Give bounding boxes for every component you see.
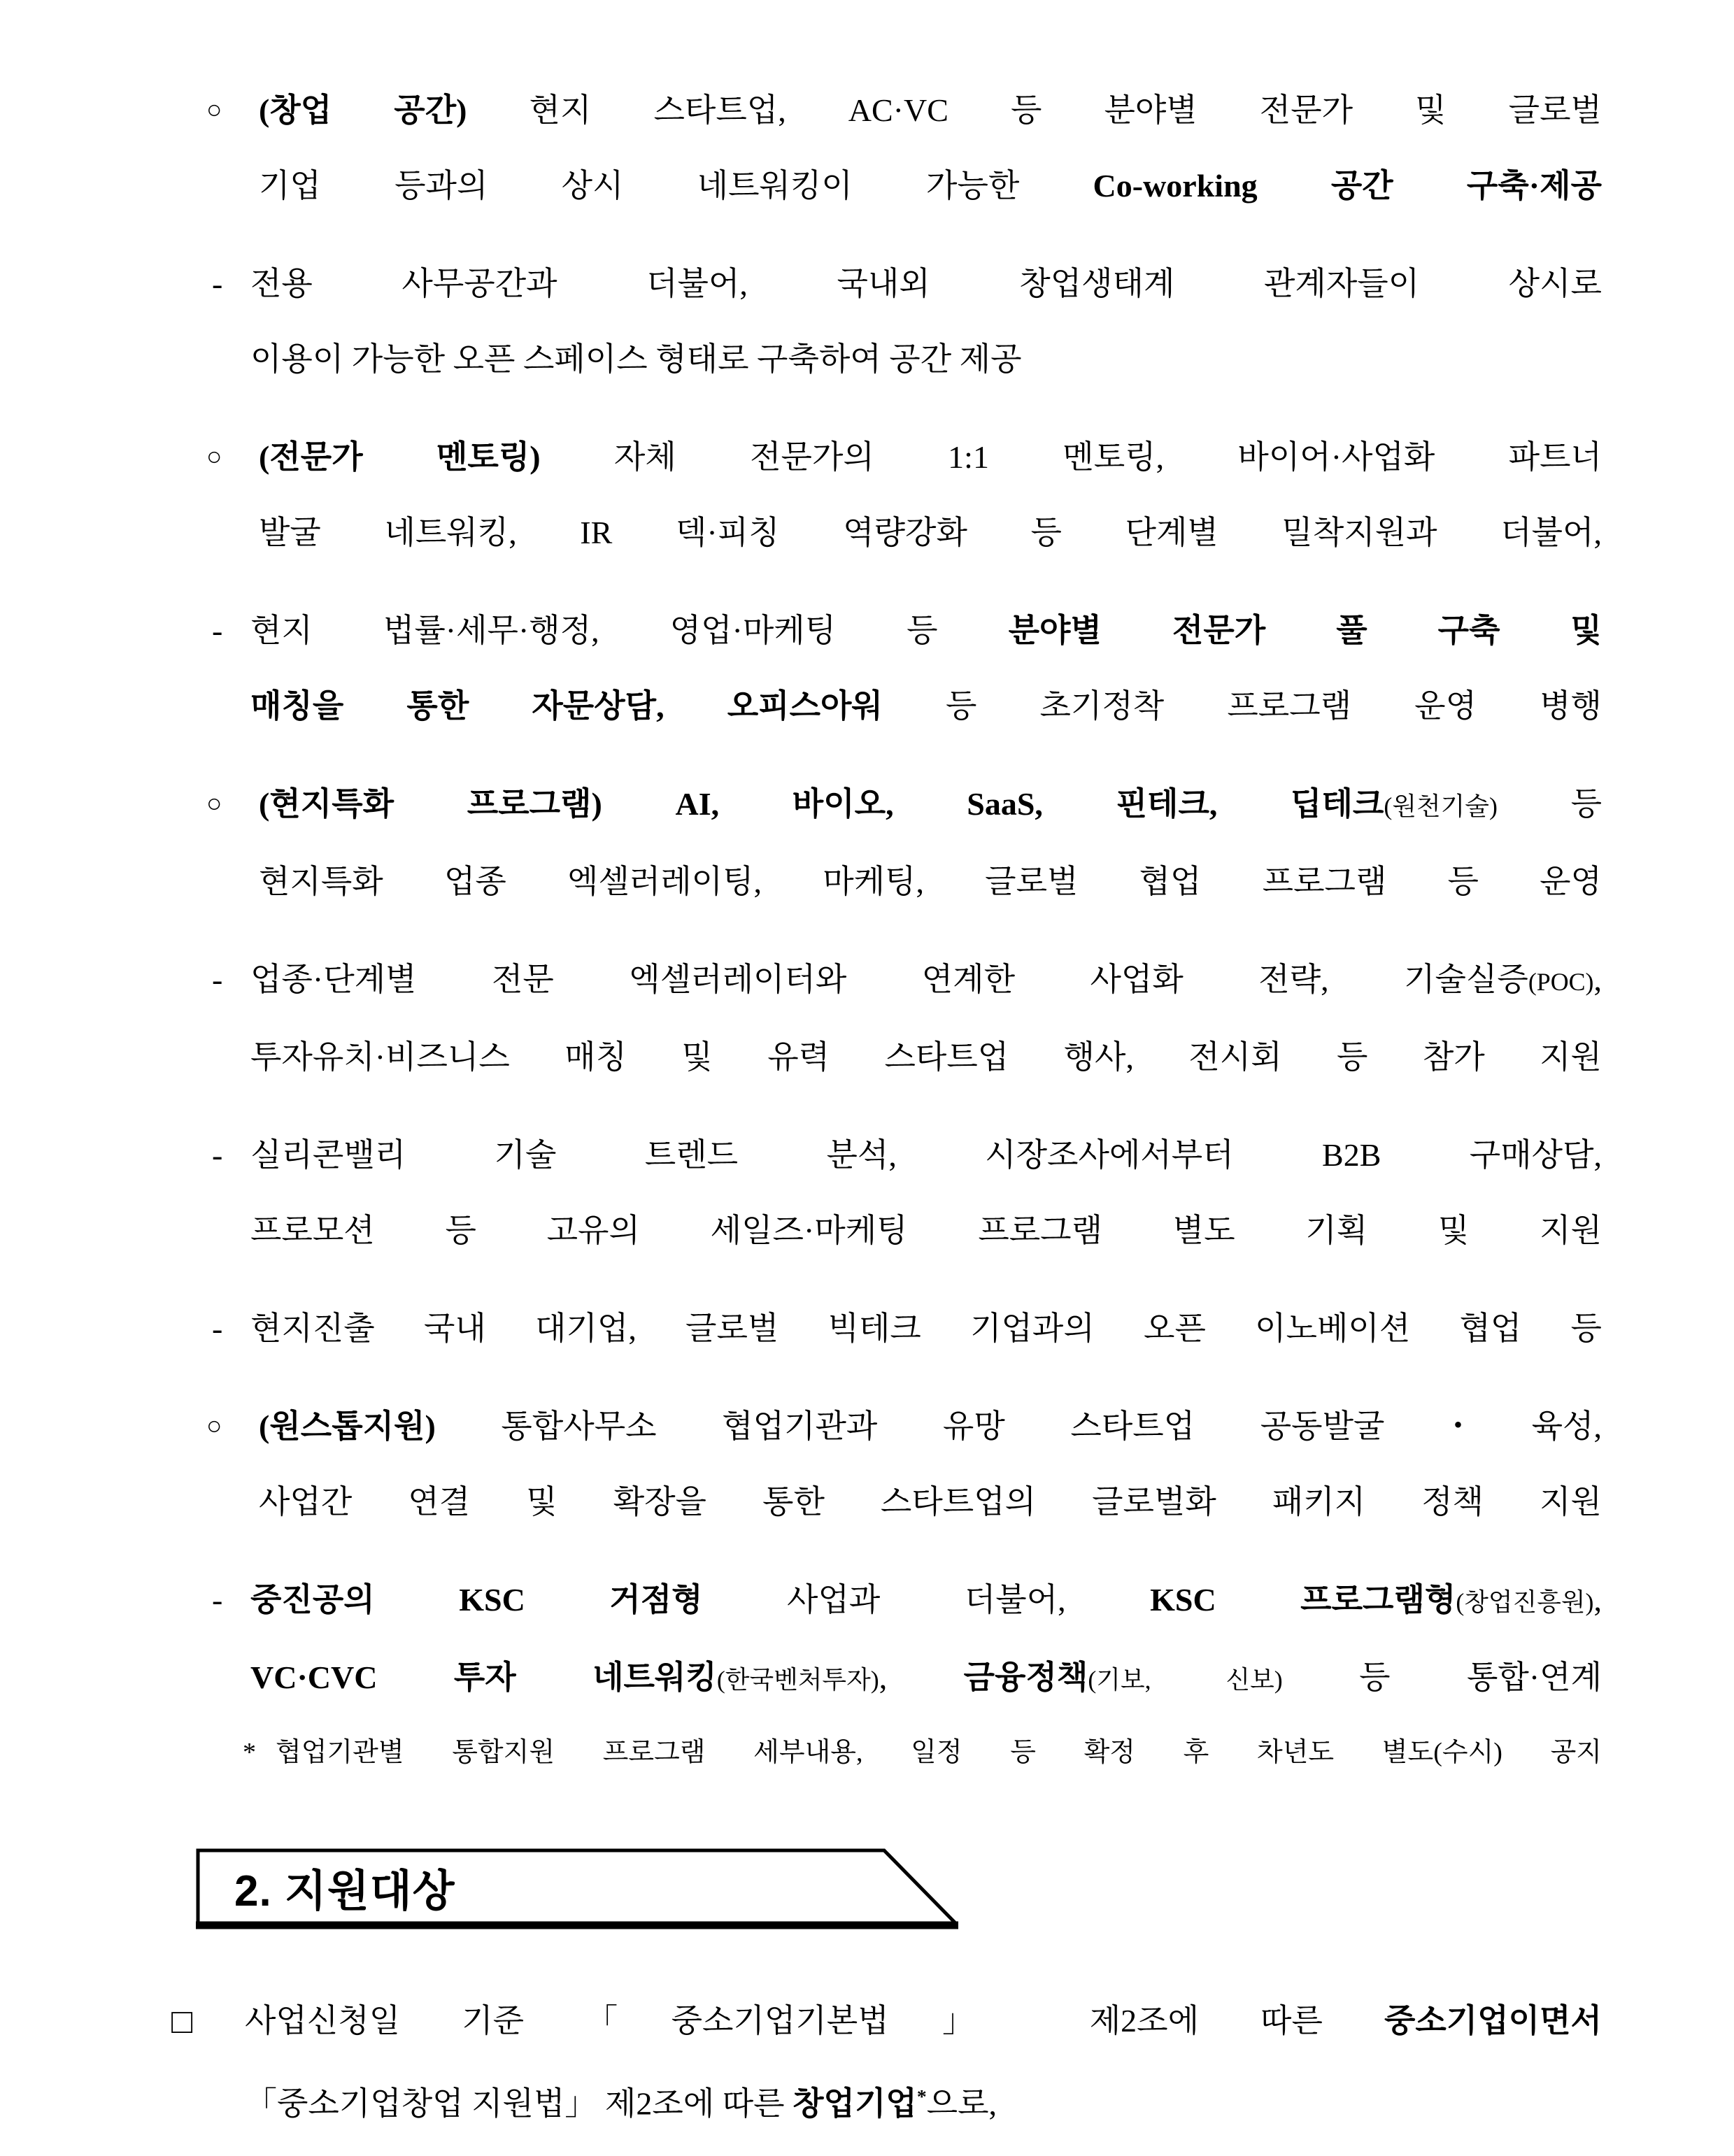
text-segment: 등 통합·연계	[1282, 1659, 1602, 1695]
text-segment: 프로모션 등 고유의 세일즈·마케팅 프로그램 별도 기획 및 지원	[250, 1213, 1602, 1248]
circle-bullet: ○	[206, 790, 222, 818]
section-2-title: 2. 지원대상	[234, 1866, 455, 1915]
text-segment: 자체 전문가의 1:1 멘토링, 바이어·사업화 파트너	[540, 439, 1602, 475]
text-line	[250, 1193, 1602, 1269]
text-segment: (현지특화 프로그램)	[259, 786, 602, 822]
paragraph-dedicated-office	[212, 246, 1602, 397]
text-segment: 등	[1497, 786, 1602, 822]
text-segment: Co-working 공간 구축·제공	[1093, 168, 1602, 204]
text-segment: 중소기업이면서	[1384, 2003, 1602, 2039]
text-segment: 중진공의 KSC 거점형	[250, 1582, 703, 1618]
text-segment: 기업 등과의 상시 네트워킹이 가능한	[259, 168, 1093, 204]
text-segment: (한국벤처투자)	[716, 1666, 879, 1694]
paragraph-eligibility	[171, 1983, 1602, 2141]
paragraph-localized-program	[206, 766, 1602, 920]
paragraph-startup-space	[206, 73, 1602, 224]
text-segment: 투자유치·비즈니스 매칭 및 유력 스타트업 행사, 전시회 등 참가 지원	[250, 1039, 1602, 1075]
text-segment: (원천기술)	[1384, 792, 1498, 820]
text-segment: (전문가 멘토링)	[259, 439, 541, 475]
footnote-text: 협업기관별 통합지원 프로그램 세부내용, 일정 등 확정 후 차년도 별도(수시) 공지	[276, 1738, 1602, 1767]
text-line	[250, 1020, 1602, 1095]
paragraph-list	[206, 73, 1602, 1718]
text-line	[259, 495, 1602, 571]
text-line	[250, 593, 1602, 669]
paragraph-expert-mentoring	[206, 420, 1602, 571]
text-segment: 실리콘밸리 기술 트렌드 분석, 시장조사에서부터 B2B 구매상담,	[250, 1137, 1602, 1173]
text-line	[250, 942, 1602, 1020]
text-segment: 사업간 연결 및 확장을 통한 스타트업의 글로벌화 패키지 정책 지원	[259, 1484, 1602, 1520]
text-segment: (POC)	[1528, 968, 1594, 996]
text-segment: 통합사무소 협업기관과 유망 스타트업 공동발굴・육성,	[435, 1408, 1602, 1444]
text-line	[245, 1983, 1602, 2059]
text-segment: 「중소기업창업 지원법」 제2조에 따른	[245, 2085, 793, 2122]
text-line	[250, 1118, 1602, 1193]
paragraph-open-innovation	[212, 1291, 1602, 1366]
text-line	[259, 844, 1602, 920]
text-line	[259, 1464, 1602, 1540]
dash-bullet: -	[212, 613, 223, 648]
paragraph-silicon-valley	[212, 1118, 1602, 1269]
text-segment: AI, 바이오, SaaS, 핀테크, 딥테크	[675, 786, 1384, 822]
text-line	[250, 246, 1602, 322]
text-line	[259, 766, 1602, 844]
text-segment: (원스톱지원)	[259, 1408, 436, 1444]
text-segment: 현지특화 업종 엑셀러레이팅, 마케팅, 글로벌 협업 프로그램 등 운영	[259, 864, 1602, 899]
paragraph-local-experts-pool	[212, 593, 1602, 744]
text-line	[250, 1562, 1602, 1640]
section-2-header	[196, 1848, 958, 1929]
text-segment: 현지진출 국내 대기업, 글로벌 빅테크 기업과의 오픈 이노베이션 협업 등	[250, 1311, 1602, 1346]
text-segment: 사업과 더불어,	[702, 1582, 1151, 1618]
text-segment: KSC 프로그램형	[1150, 1582, 1456, 1618]
dash-bullet: -	[212, 1311, 223, 1346]
text-line	[259, 420, 1602, 495]
circle-bullet: ○	[206, 1412, 222, 1441]
text-segment	[602, 786, 676, 822]
text-segment: 현지 스타트업, AC·VC 등 분야별 전문가 및 글로벌	[467, 92, 1602, 128]
text-segment: 업종·단계별 전문 엑셀러레이터와 연계한 사업화 전략, 기술실증	[250, 962, 1528, 997]
text-line	[250, 1291, 1602, 1366]
text-line	[259, 148, 1602, 224]
text-segment: ,	[879, 1659, 964, 1695]
circle-bullet: ○	[206, 443, 222, 471]
paragraph-ksc-programs	[212, 1562, 1602, 1718]
text-segment: 금융정책	[963, 1659, 1088, 1695]
text-segment: (창업진흥원)	[1456, 1588, 1594, 1616]
dash-bullet: -	[212, 1582, 223, 1618]
text-segment: 등 초기정착 프로그램 운영 병행	[882, 688, 1602, 724]
dash-bullet: -	[212, 962, 223, 997]
text-segment: ,	[1593, 1582, 1602, 1618]
text-segment: VC·CVC 투자 네트워킹	[250, 1659, 717, 1695]
text-segment: 전용 사무공간과 더불어, 국내외 창업생태계 관계자들이 상시로	[250, 266, 1602, 301]
text-line	[259, 73, 1602, 148]
text-segment: 이용이 가능한 오픈 스페이스 형태로 구축하여 공간 제공	[250, 341, 1022, 377]
circle-bullet: ○	[206, 96, 222, 124]
text-line	[250, 1640, 1602, 1718]
text-segment: (기보, 신보)	[1088, 1666, 1283, 1694]
text-segment: 발굴 네트워킹, IR 덱·피칭 역량강화 등 단계별 밀착지원과 더불어,	[259, 515, 1602, 550]
text-line	[245, 2059, 1602, 2141]
text-segment: 분야별 전문가 풀 구축 및	[1008, 613, 1602, 648]
bottom-paragraph-list	[171, 1983, 1602, 2141]
paragraph-accelerator-link	[212, 942, 1602, 1095]
text-line	[250, 322, 1602, 397]
text-segment: 으로,	[926, 2085, 997, 2122]
text-segment: 사업신청일 기준 「중소기업기본법」 제2조에 따른	[245, 2003, 1384, 2039]
text-segment: ,	[1593, 962, 1602, 997]
text-line	[259, 1389, 1602, 1464]
square-bullet: □	[171, 2001, 193, 2041]
paragraph-one-stop-support	[206, 1389, 1602, 1540]
text-segment: 창업기업	[793, 2085, 917, 2122]
dash-bullet: -	[212, 266, 223, 301]
footnote	[243, 1720, 1602, 1785]
dash-bullet: -	[212, 1137, 223, 1173]
text-segment: *	[916, 2085, 927, 2107]
footnote-asterisk-marker: *	[243, 1738, 256, 1767]
text-line	[250, 669, 1602, 744]
text-segment: 현지 법률·세무·행정, 영업·마케팅 등	[250, 613, 1009, 648]
text-segment: 매칭을 통한 자문상담, 오피스아워	[250, 688, 883, 724]
text-segment: (창업 공간)	[259, 92, 467, 128]
